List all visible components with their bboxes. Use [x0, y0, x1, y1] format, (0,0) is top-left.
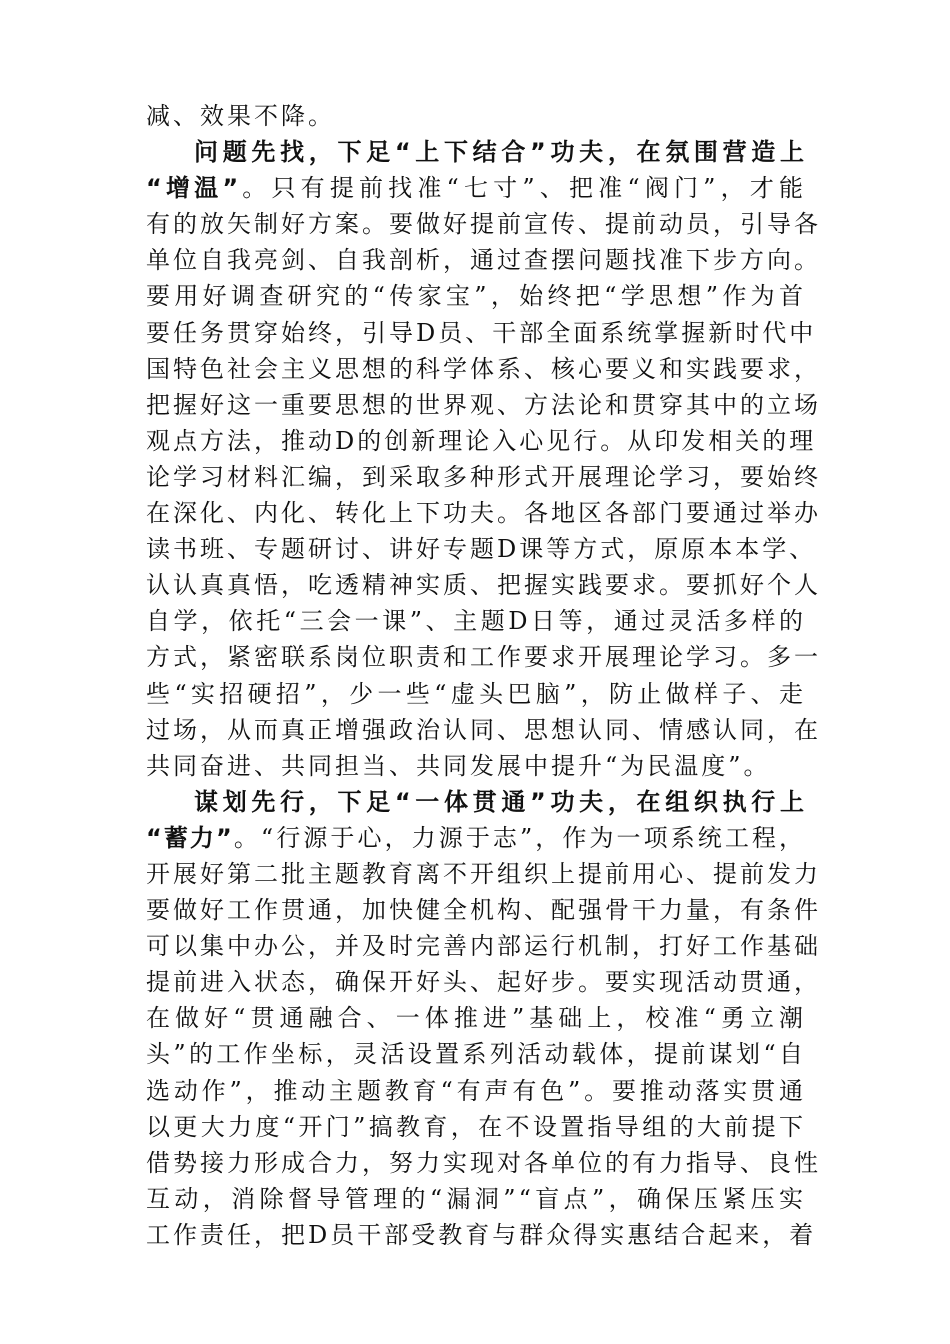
- body-line: 国特色社会主义思想的科学体系、核心要义和实践要求，: [146, 354, 821, 383]
- body-line: 把握好这一重要思想的世界观、方法论和贯穿其中的立场: [146, 390, 821, 419]
- body-line: 在深化、内化、转化上下功夫。各地区各部门要通过举办: [146, 499, 821, 528]
- body-line: 工作责任，把D员干部受教育与群众得实惠结合起来，着: [146, 1220, 817, 1249]
- body-line: 选动作”，推动主题教育“有声有色”。要推动落实贯通: [146, 1076, 806, 1105]
- body-line: 要做好工作贯通，加快健全机构、配强骨干力量，有条件: [146, 896, 821, 925]
- body-line: 读书班、专题研讨、讲好专题D课等方式，原原本本学、: [146, 535, 817, 564]
- document-page: [146, 98, 821, 1253]
- section-heading-line: 问题先找，下足“上下结合”功夫，在氛围营造上: [194, 138, 806, 167]
- body-line: 认认真真悟，吃透精神实质、把握实践要求。要抓好个人: [146, 571, 821, 600]
- body-line-remainder: 。“行源于心，力源于志”，作为一项系统工程，: [233, 823, 806, 852]
- body-line: 有的放矢制好方案。要做好提前宣传、提前动员，引导各: [146, 210, 821, 239]
- section-heading-continuation: “蓄力”: [146, 823, 234, 852]
- section-heading-line: [146, 170, 806, 206]
- body-line: 可以集中办公，并及时完善内部运行机制，打好工作基础: [146, 932, 821, 961]
- body-line: 互动，消除督导管理的“漏洞”“盲点”，确保压紧压实: [146, 1184, 806, 1213]
- body-line: 共同奋进、共同担当、共同发展中提升“为民温度”。: [146, 751, 771, 780]
- body-line: 开展好第二批主题教育离不开组织上提前用心、提前发力: [146, 859, 821, 888]
- body-line: 头”的工作坐标，灵活设置系列活动载体，提前谋划“自: [146, 1040, 806, 1069]
- body-line: 减、效果不降。: [146, 102, 335, 130]
- section-heading-line: [146, 820, 806, 856]
- body-line-remainder: 。只有提前找准“七寸”、把准“阀门”，才能: [240, 174, 806, 203]
- body-line: 以更大力度“开门”搞教育，在不设置指导组的大前提下: [146, 1112, 806, 1141]
- body-line: 单位自我亮剑、自我剖析，通过查摆问题找准下步方向。: [146, 246, 821, 275]
- body-line: 在做好“贯通融合、一体推进”基础上，校准“勇立潮: [146, 1004, 806, 1033]
- body-line: 方式，紧密联系岗位职责和工作要求开展理论学习。多一: [146, 643, 821, 672]
- body-line: 要用好调查研究的“传家宝”，始终把“学思想”作为首: [146, 282, 806, 311]
- body-line: 观点方法，推动D的创新理论入心见行。从印发相关的理: [146, 426, 817, 455]
- body-line: 论学习材料汇编，到采取多种形式开展理论学习，要始终: [146, 462, 821, 491]
- section-heading-line: 谋划先行，下足“一体贯通”功夫，在组织执行上: [194, 787, 806, 816]
- body-line: 借势接力形成合力，努力实现对各单位的有力指导、良性: [146, 1148, 821, 1177]
- body-line: 自学，依托“三会一课”、主题D日等，通过灵活多样的: [146, 607, 806, 636]
- body-line: 要任务贯穿始终，引导D员、干部全面系统掌握新时代中: [146, 318, 817, 347]
- body-line: 过场，从而真正增强政治认同、思想认同、情感认同，在: [146, 715, 821, 744]
- body-line: 提前进入状态，确保开好头、起好步。要实现活动贯通，: [146, 968, 821, 997]
- body-line: 些“实招硬招”，少一些“虚头巴脑”，防止做样子、走: [146, 679, 806, 708]
- section-heading-continuation: “增温”: [146, 174, 241, 203]
